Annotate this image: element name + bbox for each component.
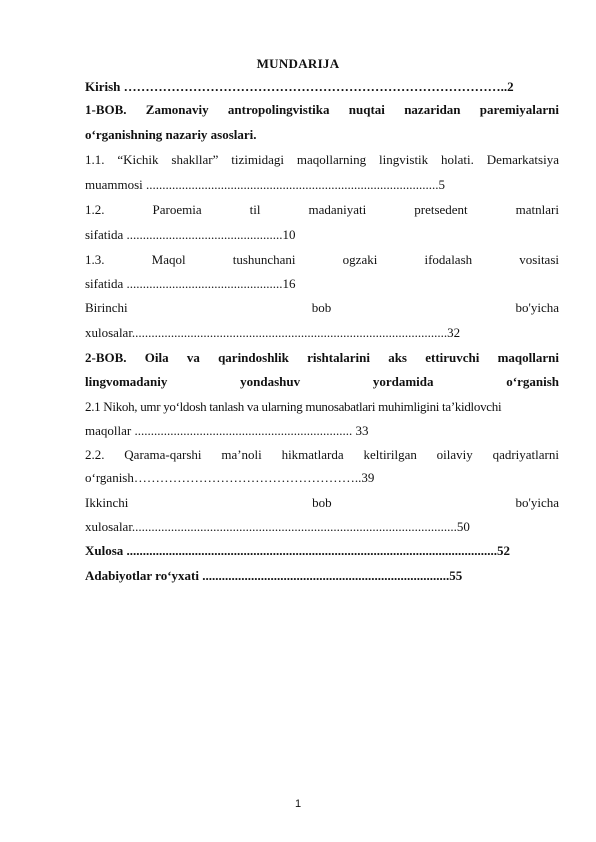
toc-section-1-1-line1: 1.1. “Kichik shakllar” tizimidagi maqollarning lingvistik holati. Demarkatsiya — [85, 152, 559, 167]
toc-section-2-1-line2: maqollar ................................................................... 33 — [85, 423, 369, 438]
toc-section-1-3-line1: 1.3. Maqol tushunchani ogzaki ifodalash vositasi — [85, 252, 559, 267]
toc-section-1-3-line2: sifatida ................................................16 — [85, 276, 296, 291]
toc-chapter-2-line2: lingvomadaniy yondashuv yordamida o‘rganish — [85, 374, 559, 389]
toc-entry-adabiyotlar: Adabiyotlar ro‘yxati ............................................................................55 — [85, 568, 463, 583]
toc-entry-xulosa: Xulosa ..................................................................................................................52 — [85, 543, 511, 558]
page-title: MUNDARIJA — [256, 56, 340, 71]
toc-section-2-2-line2: o‘rganish……………………………………………..39 — [85, 470, 375, 485]
toc-conclusion-1-line1: Birinchi bob bo'yicha — [85, 300, 559, 315]
toc-section-2-2-line1: 2.2. Qarama-qarshi ma’noli hikmatlarda keltirilgan oilaviy qadriyatlarni — [85, 447, 559, 462]
toc-section-1-1-line2: muammosi ..........................................................................................5 — [85, 177, 446, 192]
toc-conclusion-2-line2: xulosalar....................................................................................................50 — [85, 519, 470, 534]
toc-section-1-2-line2: sifatida ................................................10 — [85, 227, 296, 242]
toc-section-1-2-line1: 1.2. Paroemia til madaniyati pretsedent matnlari — [85, 202, 559, 217]
toc-entry-kirish: Kirish ……………………………………………………………………………..2 — [85, 79, 514, 94]
toc-chapter-1-line1: 1-BOB. Zamonaviy antropolingvistika nuqtai nazaridan paremiyalarni — [85, 102, 559, 117]
page-number: 1 — [294, 798, 302, 810]
toc-chapter-1-line2: o‘rganishning nazariy asoslari. — [85, 127, 257, 142]
toc-conclusion-1-line2: xulosalar.................................................................................................32 — [85, 325, 461, 340]
toc-section-2-1-line1: 2.1 Nikoh, umr yo‘ldosh tanlash va ularning munosabatlari muhimligini ta’kidlovchi — [85, 399, 502, 414]
toc-conclusion-2-line1: Ikkinchi bob bo'yicha — [85, 495, 559, 510]
toc-chapter-2-line1: 2-BOB. Oila va qarindoshlik rishtalarini aks ettiruvchi maqollarni — [85, 350, 559, 365]
